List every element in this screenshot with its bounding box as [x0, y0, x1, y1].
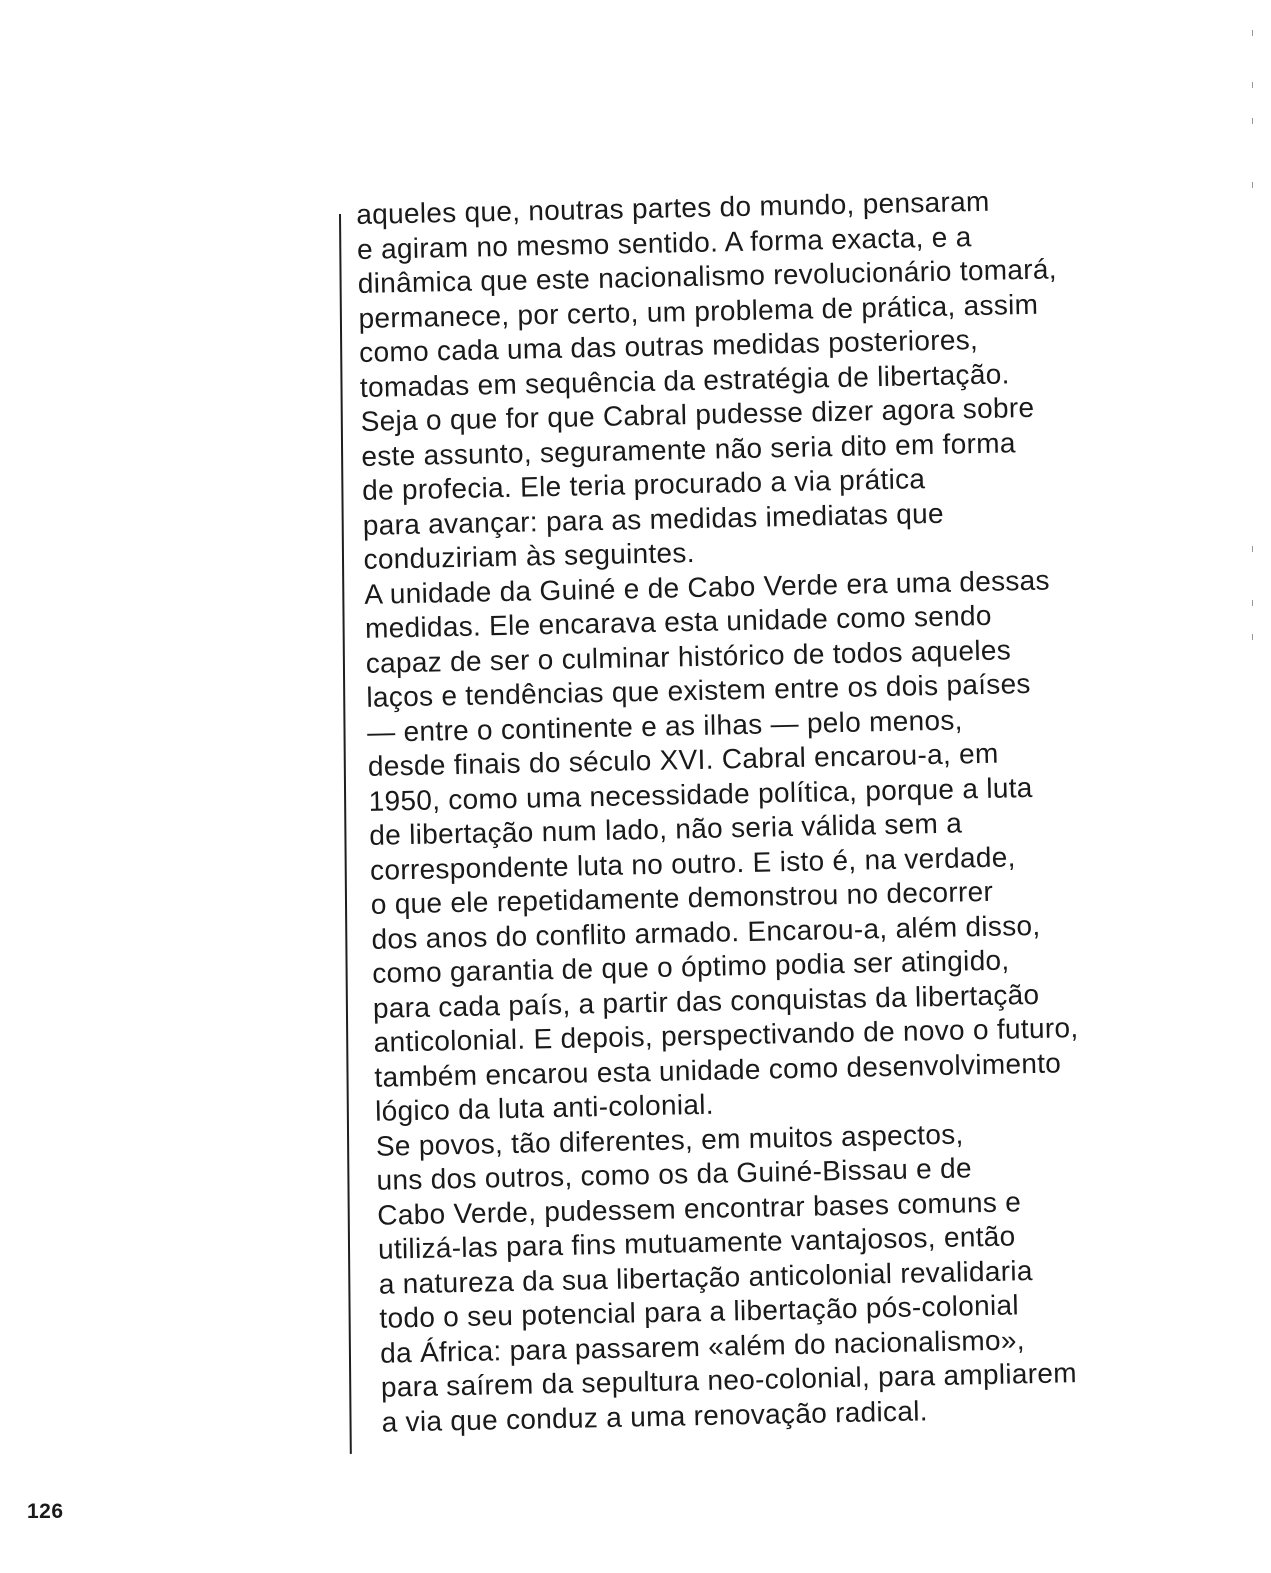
text-line: utilizá-las para fins mutuamente vantajosos, então	[377, 1220, 1016, 1265]
scan-speck	[1252, 30, 1253, 36]
text-line: Seja o que for que Cabral pudesse dizer agora sobre	[360, 391, 1035, 437]
text-line: dinâmica que este nacionalismo revolucionário tomará,	[357, 253, 1058, 299]
text-line: dos anos do conflito armado. Encarou-a, além disso,	[371, 909, 1041, 955]
scan-speck	[1252, 182, 1253, 188]
text-line: medidas. Ele encarava esta unidade como sendo	[364, 599, 992, 644]
text-line: permanece, por certo, um problema de prática, assim	[358, 288, 1039, 334]
scan-speck	[1252, 634, 1253, 640]
text-line: lógico da luta anti-colonial.	[374, 1088, 715, 1127]
scan-speck	[1252, 118, 1253, 124]
text-line: Se povos, tão diferentes, em muitos aspectos,	[375, 1117, 964, 1162]
text-line: de libertação num lado, não seria válida sem a	[369, 807, 963, 851]
text-line: este assunto, seguramente não seria dito em forma	[361, 426, 1016, 472]
text-line: tomadas em sequência da estratégia de libertação.	[359, 357, 1010, 403]
scan-speck	[1252, 600, 1253, 606]
text-line: o que ele repetidamente demonstrou no decorrer	[370, 875, 994, 920]
scan-speck	[1252, 82, 1253, 88]
text-line: também encarou esta unidade como desenvolvimento	[374, 1046, 1062, 1093]
text-line: laços e tendências que existem entre os dois países	[366, 667, 1031, 713]
text-line: capaz de ser o culminar histórico de todos aqueles	[365, 633, 1012, 679]
text-line: a natureza da sua libertação anticolonial revalidaria	[378, 1254, 1034, 1300]
text-line: Cabo Verde, pudessem encontrar bases comuns e	[376, 1185, 1022, 1231]
text-line: para avançar: para as medidas imediatas que	[362, 497, 945, 541]
text-line: 1950, como uma necessidade política, porque a luta	[368, 771, 1033, 817]
margin-rule	[339, 214, 352, 1454]
text-line: a via que conduz a uma renovação radical.	[381, 1394, 929, 1438]
text-line: como cada uma das outras medidas posteriores,	[358, 324, 979, 368]
text-line: todo o seu potencial para a libertação pós-colonial	[379, 1289, 1020, 1334]
text-line: conduziriam às seguintes.	[363, 536, 696, 575]
text-line: A unidade da Guiné e de Cabo Verde era uma dessas	[363, 564, 1051, 610]
text-line: — entre o continente e as ilhas — pelo menos,	[366, 703, 963, 748]
text-line: como garantia de que o óptimo podia ser atingido,	[371, 944, 1010, 989]
text-line: de profecia. Ele teria procurado a via prática	[361, 463, 926, 506]
scan-speck	[1252, 546, 1253, 552]
text-line: anticolonial. E depois, perspectivando de novo o futuro,	[373, 1012, 1079, 1058]
page-number: 126	[27, 1500, 64, 1523]
body-text	[356, 180, 1262, 1440]
text-line: para cada país, a partir das conquistas da libertação	[372, 978, 1040, 1024]
text-line: uns dos outros, como os da Guiné-Bissau e de	[376, 1152, 973, 1196]
text-line: correspondente luta no outro. E isto é, na verdade,	[369, 840, 1016, 886]
text-line: desde finais do século XVI. Cabral encarou-a, em	[367, 737, 999, 782]
text-line: da África: para passarem «além do nacionalismo»,	[379, 1323, 1026, 1369]
text-line: e agiram no mesmo sentido. A forma exacta, e a	[356, 220, 972, 265]
text-line: aqueles que, noutras partes do mundo, pensaram	[356, 185, 990, 230]
text-line: para saírem da sepultura neo-colonial, para ampliarem	[380, 1357, 1078, 1403]
